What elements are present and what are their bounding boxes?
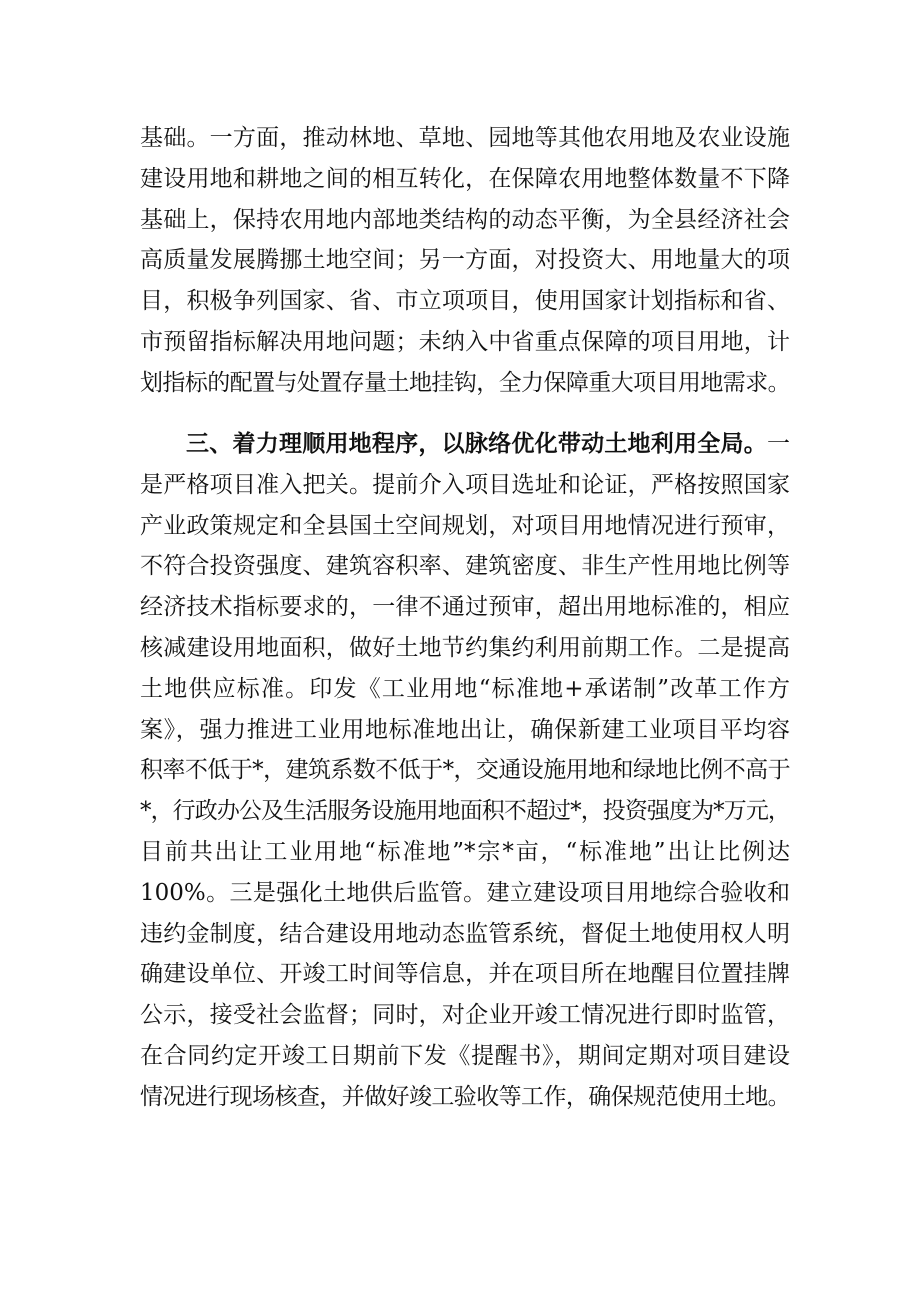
text-line: 是严格项目准入把关。提前介入项目选址和论证，严格按照国家 — [140, 471, 790, 498]
text-line: 积率不低于*，建筑系数不低于*，交通设施用地和绿地比例不高于 — [140, 757, 790, 784]
text-line: 确建设单位、开竣工时间等信息，并在项目所在地醒目位置挂牌 — [140, 961, 790, 988]
text-line: 目前共出让工业用地“标准地”*宗*亩，“标准地”出让比例达 — [140, 838, 790, 865]
paragraph-land-use-procedure — [140, 424, 790, 1118]
text-line: 案》，强力推进工业用地标准地出让，确保新建工业项目平均容 — [140, 716, 790, 743]
text-line: 经济技术指标要求的，一律不通过预审，超出用地标准的，相应 — [140, 594, 790, 621]
text-line: 建设用地和耕地之间的相互转化，在保障农用地整体数量不下降 — [140, 165, 790, 192]
text-line: 不符合投资强度、建筑容积率、建筑密度、非生产性用地比例等 — [140, 553, 790, 580]
text-line: 基础。一方面，推动林地、草地、园地等其他农用地及农业设施 — [140, 125, 790, 151]
text-line: 市预留指标解决用地问题；未纳入中省重点保障的项目用地，计 — [140, 328, 790, 355]
text-line: 基础上，保持农用地内部地类结构的动态平衡，为全县经济社会 — [140, 206, 790, 233]
text-fragment: 一 — [767, 431, 790, 457]
heading-line — [140, 424, 790, 465]
text-line: 100%。三是强化土地供后监管。建立建设项目用地综合验收和 — [140, 879, 790, 906]
text-line: 在合同约定开竣工日期前下发《提醒书》，期间定期对项目建设 — [140, 1042, 790, 1069]
text-line: 目，积极争列国家、省、市立项项目，使用国家计划指标和省、 — [140, 288, 790, 315]
text-line: 土地供应标准。印发《工业用地“标准地+承诺制”改革工作方 — [140, 675, 790, 702]
text-line: 划指标的配置与处置存量土地挂钩，全力保障重大项目用地需求。 — [140, 369, 791, 396]
text-line: 公示，接受社会监督；同时，对企业开竣工情况进行即时监管， — [140, 1002, 790, 1029]
text-line: 核减建设用地面积，做好土地节约集约利用前期工作。二是提高 — [140, 634, 790, 661]
text-line: 高质量发展腾挪土地空间；另一方面，对投资大、用地量大的项 — [140, 247, 790, 274]
text-line: 违约金制度，结合建设用地动态监管系统，督促土地使用权人明 — [140, 920, 790, 947]
paragraph-land-use-transfer — [140, 118, 790, 404]
text-line: 产业政策规定和全县国土空间规划，对项目用地情况进行预审， — [140, 512, 790, 539]
text-line: *，行政办公及生活服务设施用地面积不超过*，投资强度为*万元， — [140, 798, 790, 825]
text-line: 情况进行现场核查，并做好竣工验收等工作，确保规范使用土地。 — [140, 1083, 791, 1110]
section-heading: 三、着力理顺用地程序，以脉络优化带动土地利用全局。 — [186, 431, 767, 457]
